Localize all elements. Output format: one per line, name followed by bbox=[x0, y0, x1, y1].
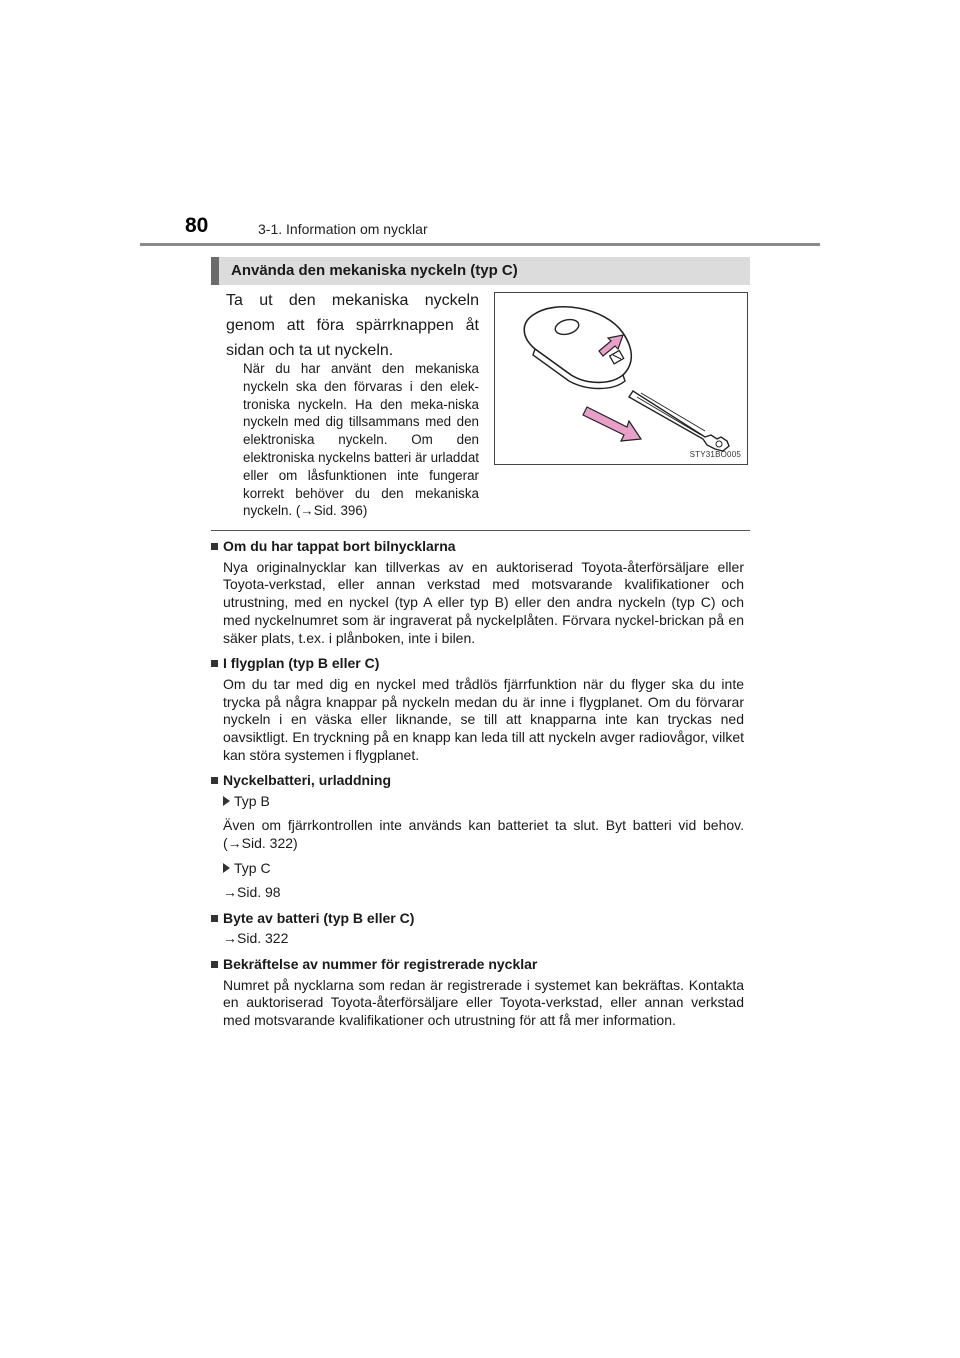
note-title: Om du har tappat bort bilnycklarna bbox=[223, 538, 456, 554]
square-bullet-icon bbox=[211, 961, 218, 968]
note-battery-replacement bbox=[211, 910, 744, 948]
triangle-bullet-icon bbox=[223, 796, 230, 806]
header-rule bbox=[140, 243, 820, 246]
note-lost-keys bbox=[211, 538, 744, 647]
key-illustration bbox=[494, 292, 748, 465]
key-drawing bbox=[495, 293, 747, 464]
intro-note-text: När du har använt den mekaniska nyckeln ska den förvaras i den elek-troniska nyckeln. Ha den meka-niska nyckeln med dig tillsammans med den elektroniska nyckeln. Om den elektroniska nyckelns batteri är urladdat eller om låsfunktionen inte fungerar korrekt behöver du den mekaniska nyckeln. (→Sid. 396) bbox=[243, 361, 479, 519]
notes-section bbox=[211, 538, 744, 1038]
note-registered-keys bbox=[211, 956, 744, 1030]
figure-code: STY31BO005 bbox=[689, 450, 741, 459]
note-title: Byte av batteri (typ B eller C) bbox=[223, 909, 415, 926]
note-body: Om du tar med dig en nyckel med trådlös fjärrfunktion när du flyger ska du inte trycka på några knappar på nyckeln medan du är inne i flygplanet. Om du förvarar nyckeln i en väska eller liknande, se till att knapparna inte kan tryckas ned oavsiktligt. En tryckning på en knapp kan leda till att nyckeln avger radiovågor, vilket kan störa systemen i flygplanet. bbox=[223, 675, 744, 763]
section-heading: Använda den mekaniska nyckeln (typ C) bbox=[211, 257, 750, 285]
square-bullet-icon bbox=[211, 660, 218, 667]
typ-c-ref: →Sid. 98 bbox=[223, 883, 281, 900]
key-blade bbox=[629, 391, 729, 451]
square-bullet-icon bbox=[211, 543, 218, 550]
page-number: 80 bbox=[185, 214, 209, 237]
typ-b-label: Typ B bbox=[234, 793, 270, 810]
intro-lead-text: Ta ut den mekaniska nyckeln genom att föra spärrknappen åt sidan och ta ut nyckeln. bbox=[226, 292, 479, 359]
pull-arrow bbox=[583, 407, 641, 441]
square-bullet-icon bbox=[211, 777, 218, 784]
note-title: Nyckelbatteri, urladdning bbox=[223, 772, 392, 789]
note-title: I flygplan (typ B eller C) bbox=[223, 655, 380, 672]
note-ref: →Sid. 322 bbox=[223, 930, 289, 947]
note-body: Numret på nycklarna som redan är registrerade i systemet kan bekräftas. Kontakta en auktoriserad Toyota-återförsäljare eller Toyota-verkstad, eller annan verkstad med motsvarande kvalifikationer och utrustning för att få mer information. bbox=[223, 976, 744, 1029]
running-header: 3-1. Information om nycklar bbox=[258, 221, 428, 237]
note-airplane bbox=[211, 655, 744, 764]
square-bullet-icon bbox=[211, 915, 218, 922]
typ-b-body: Även om fjärrkontrollen inte används kan batteriet ta slut. Byt batteri vid behov. (→Sid. 322) bbox=[223, 816, 744, 851]
typ-c-label: Typ C bbox=[234, 860, 271, 877]
note-body: Nya originalnycklar kan tillverkas av en auktoriserad Toyota-återförsäljare eller Toyota-verkstad, eller annan verkstad med motsvarande kvalifikationer och utrustning, med en nyckel (typ A eller typ B) eller den andra nyckeln (typ C) och med nyckelnumret som är ingraverat på nyckelplåten. Förvara nyckel-brickan på en säker plats, t.ex. i plånboken, inte i bilen. bbox=[223, 558, 744, 646]
triangle-bullet-icon bbox=[223, 863, 230, 873]
note-title: Bekräftelse av nummer för registrerade nycklar bbox=[223, 956, 538, 973]
note-battery-discharge bbox=[211, 772, 744, 901]
section-divider bbox=[211, 530, 750, 531]
